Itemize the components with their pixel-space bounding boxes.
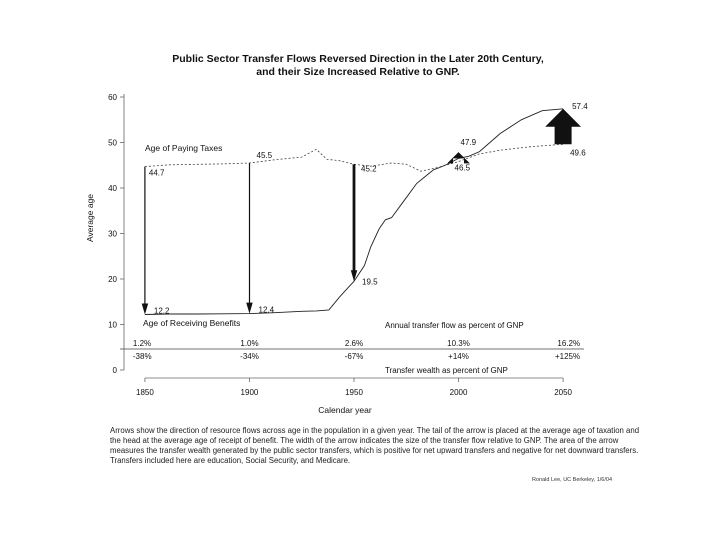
value-label: 45.2 bbox=[361, 164, 377, 174]
transfer-arrow-1950 bbox=[351, 164, 358, 281]
x-tick-label: 2050 bbox=[554, 388, 572, 397]
flow-row-label: Annual transfer flow as percent of GNP bbox=[385, 321, 524, 330]
x-tick-label: 1950 bbox=[345, 388, 363, 397]
value-label: 47.9 bbox=[460, 138, 477, 148]
flow-pct-value: 10.3% bbox=[447, 339, 470, 348]
value-label: 49.6 bbox=[570, 148, 586, 158]
flow-pct-value: 2.6% bbox=[344, 339, 364, 348]
value-label: 19.5 bbox=[362, 277, 378, 287]
x-tick-label: 2000 bbox=[449, 388, 468, 397]
author-credit: Ronald Lee, UC Berkeley, 1/6/04 bbox=[532, 477, 612, 483]
wealth-pct-value: +14% bbox=[448, 352, 469, 361]
value-label: 12.4 bbox=[258, 305, 275, 315]
flow-pct-value: 1.2% bbox=[132, 339, 152, 348]
value-label: 45.5 bbox=[256, 151, 273, 160]
value-label: 12.2 bbox=[153, 306, 170, 316]
y-tick-label: 30 bbox=[108, 229, 117, 239]
chart-subtitle: and their Size Increased Relative to GNP. bbox=[256, 66, 460, 78]
paying-taxes-label: Age of Paying Taxes bbox=[145, 143, 223, 153]
flow-pct-value: 1.0% bbox=[240, 339, 259, 348]
y-tick-label: 10 bbox=[108, 320, 117, 330]
transfer-arrow-2050 bbox=[545, 109, 581, 145]
value-label: 57.4 bbox=[572, 101, 588, 111]
transfer-arrow-2000 bbox=[447, 152, 470, 163]
wealth-pct-value: -38% bbox=[132, 352, 152, 361]
y-tick-label: 40 bbox=[108, 184, 117, 193]
value-label: 44.7 bbox=[148, 168, 165, 178]
receiving-benefits-label: Age of Receiving Benefits bbox=[143, 318, 241, 328]
transfer-arrow-1850 bbox=[142, 167, 149, 315]
y-tick-label: 20 bbox=[108, 275, 117, 284]
y-axis-label: Average age bbox=[85, 193, 95, 243]
wealth-row-label: Transfer wealth as percent of GNP bbox=[385, 366, 508, 375]
wealth-pct-value: -67% bbox=[344, 352, 364, 361]
wealth-pct-value: -34% bbox=[240, 352, 259, 361]
chart-title: Public Sector Transfer Flows Reversed Direction in the Later 20th Century, bbox=[172, 53, 544, 65]
value-label: 46.5 bbox=[454, 163, 471, 173]
y-tick-label: 0 bbox=[112, 366, 117, 375]
wealth-pct-value: +125% bbox=[554, 352, 581, 361]
x-tick-label: 1900 bbox=[240, 388, 259, 397]
x-tick-label: 1850 bbox=[136, 388, 154, 397]
transfer-arrow-1900 bbox=[246, 163, 253, 314]
flow-pct-value: 16.2% bbox=[557, 339, 581, 348]
x-axis-label: Calendar year bbox=[318, 405, 372, 415]
y-tick-label: 60 bbox=[108, 93, 117, 102]
y-tick-label: 50 bbox=[108, 138, 117, 148]
chart-caption: Arrows show the direction of resource flows across age in the population in a given year. The tail of the arrow is placed at the average age of taxation and the head at the average age of receipt of benefit. The width of the arrow indicates the size of the transfer flow relative to GNP. The area of the arrow measures the transfer wealth generated by the public sector transfers, which is positive for net upward transfers and negative for net downward transfers. Transfers included here are education, Social Security, and Medicare. bbox=[110, 426, 640, 465]
